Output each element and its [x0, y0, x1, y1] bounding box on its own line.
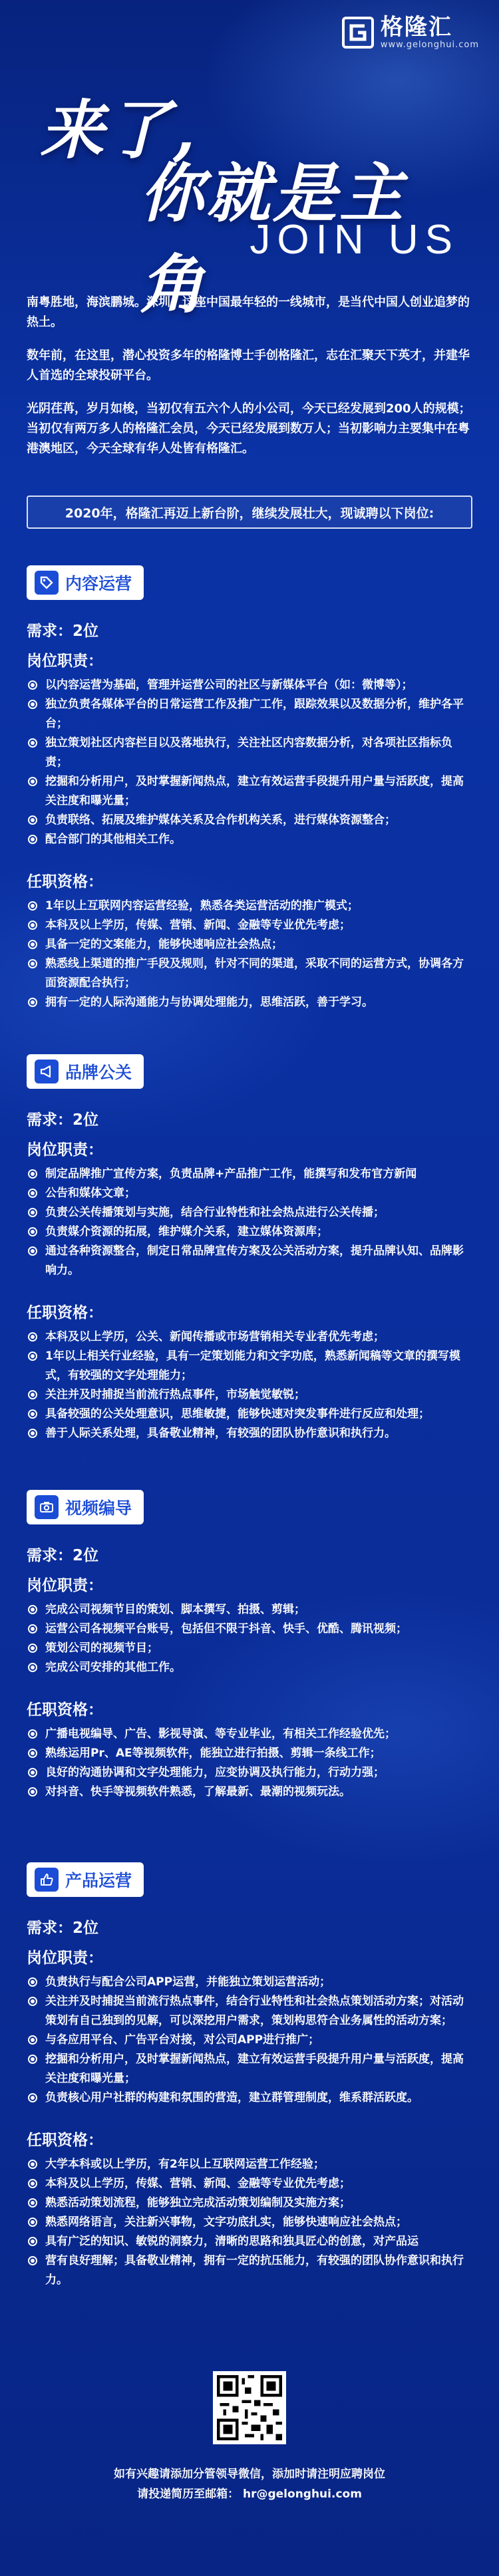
join-us-text: JOIN US	[250, 217, 459, 263]
requirements-heading: 任职资格：	[27, 873, 103, 891]
duties-list	[27, 1973, 472, 2108]
duties-list	[27, 676, 472, 849]
requirements-list	[27, 897, 472, 1012]
list-item: 挖掘和分析用户，及时掌握新闻热点，建立有效运营手段提升用户量与活跃度，提高关注度和曝光量；	[27, 2050, 472, 2088]
duties-heading: 岗位职责：	[27, 652, 103, 670]
list-item: 运营公司各视频平台账号，包括但不限于抖音、快手、优酷、腾讯视频；	[27, 1620, 472, 1639]
headcount: 需求：2位	[27, 1547, 99, 1564]
list-item: 对抖音、快手等视频软件熟悉，了解最新、最潮的视频玩法。	[27, 1783, 472, 1802]
list-item: 1年以上互联网内容运营经验，熟悉各类运营活动的推广模式；	[27, 897, 472, 916]
contact-text	[0, 2464, 499, 2504]
duties-heading: 岗位职责：	[27, 1949, 103, 1967]
list-item: 与各应用平台、广告平台对接，对公司APP进行推广；	[27, 2031, 472, 2050]
list-item: 1年以上相关行业经验，具有一定策划能力和文字功底，熟悉新闻稿等文章的撰写模式，有较强的文字处理能力；	[27, 1347, 472, 1385]
list-item: 通过各种资源整合，制定日常品牌宣传方案及公关活动方案，提升品牌认知、品牌影响力。	[27, 1242, 472, 1280]
list-item: 善于人际关系处理，具备敬业精神，有较强的团队协作意识和执行力。	[27, 1424, 472, 1443]
list-item: 负责公关传播策划与实施，结合行业特性和社会热点进行公关传播；	[27, 1203, 472, 1222]
list-item: 挖掘和分析用户，及时掌握新闻热点，建立有效运营手段提升用户量与活跃度，提高关注度和曝光量；	[27, 772, 472, 811]
list-item: 具备一定的文案能力，能够快速响应社会热点；	[27, 935, 472, 954]
list-item: 本科及以上学历，公关、新闻传播或市场营销相关专业者优先考虑；	[27, 1328, 472, 1347]
intro-paragraph: 南粤胜地，海滨鹏城。深圳，这座中国最年轻的一线城市，是当代中国人创业追梦的热土。	[27, 295, 470, 329]
section-brand-pr	[27, 1054, 472, 1443]
list-item: 关注并及时捕捉当前流行热点事件，市场触觉敏锐；	[27, 1385, 472, 1405]
list-item: 策划公司的视频节目；	[27, 1639, 472, 1658]
requirements-list	[27, 2155, 472, 2290]
requirements-heading: 任职资格：	[27, 2132, 103, 2149]
section-product-operation	[27, 1862, 472, 2290]
list-item: 广播电视编导、广告、影视导演、等专业毕业，有相关工作经验优先；	[27, 1725, 472, 1744]
list-item: 拥有一定的人际沟通能力与协调处理能力，思维活跃，善于学习。	[27, 993, 472, 1012]
list-item: 完成公司视频节目的策划、脚本撰写、拍摄、剪辑；	[27, 1600, 472, 1620]
brand-url: www.gelonghui.com	[380, 40, 479, 50]
megaphone-icon	[35, 1060, 59, 1083]
duties-heading: 岗位职责：	[27, 1141, 103, 1159]
list-item: 公告和媒体文章；	[27, 1184, 472, 1203]
requirements-list	[27, 1328, 472, 1443]
duties-list	[27, 1165, 472, 1280]
list-item: 熟悉线上渠道的推广手段及规则，针对不同的渠道，采取不同的运营方式，协调各方面资源配合执行；	[27, 954, 472, 993]
list-item: 营有良好理解；具备敬业精神，拥有一定的抗压能力，有较强的团队协作意识和执行力。	[27, 2251, 472, 2290]
list-item: 负责执行与配合公司APP运营，并能独立策划运营活动；	[27, 1973, 472, 1992]
section-content-operation	[27, 565, 472, 1012]
hero-line-1: 来了,	[40, 92, 198, 168]
list-item: 具备较强的公关处理意识，思维敏捷，能够快速对突发事件进行反应和处理；	[27, 1405, 472, 1424]
list-item: 负责联络、拓展及维护媒体关系及合作机构关系，进行媒体资源整合；	[27, 811, 472, 830]
wechat-note: 如有兴趣请添加分管领导微信，添加时请注明应聘岗位	[114, 2468, 385, 2481]
list-item: 良好的沟通协调和文字处理能力，应变协调及执行能力，行动力强；	[27, 1763, 472, 1783]
section-title	[27, 1490, 144, 1524]
section-title-label: 产品运营	[65, 1871, 132, 1890]
duties-list	[27, 1600, 472, 1677]
wechat-qr-code[interactable]	[213, 2371, 286, 2444]
list-item: 具有广泛的知识、敏锐的洞察力，清晰的思路和独具匠心的创意，对产品运	[27, 2232, 472, 2251]
headcount: 需求：2位	[27, 623, 99, 640]
brand-name: 格隆汇	[380, 14, 452, 41]
company-intro	[27, 293, 472, 472]
requirements-heading: 任职资格：	[27, 1304, 103, 1322]
intro-paragraph: 光阴荏苒，岁月如梭，当初仅有五六个人的小公司，今天已经发展到200人的规模；当初仅有两万多人的格隆汇会员，今天已经发展到数万人；当初影响力主要集中在粤港澳地区，今天全球有华人处皆有格隆汇。	[27, 402, 471, 456]
tag-icon	[35, 571, 59, 595]
intro-paragraph: 数年前，在这里，潜心投资多年的格隆博士手创格隆汇，志在汇聚天下英才，并建华人首选的全球投研平台。	[27, 349, 470, 382]
list-item: 熟练运用Pr、AE等视频软件，能独立进行拍摄、剪辑一条线工作；	[27, 1744, 472, 1763]
list-item: 负责核心用户社群的构建和氛围的营造，建立群管理制度，维系群活跃度。	[27, 2088, 472, 2108]
list-item: 制定品牌推广宣传方案，负责品牌+产品推广工作，能撰写和发布官方新闻	[27, 1165, 472, 1184]
duties-heading: 岗位职责：	[27, 1577, 103, 1594]
list-item: 独立负责各媒体平台的日常运营工作及推广工作，跟踪效果以及数据分析，维护各平台；	[27, 695, 472, 734]
list-item: 熟悉网络语言，关注新兴事物，文字功底扎实，能够快速响应社会热点；	[27, 2213, 472, 2232]
hiring-banner: 2020年，格隆汇再迈上新台阶，继续发展壮大，现诚聘以下岗位:	[27, 496, 472, 529]
list-item: 以内容运营为基础，管理并运营公司的社区与新媒体平台（如：微博等）；	[27, 676, 472, 695]
camera-icon	[35, 1495, 59, 1519]
list-item: 负责媒介资源的拓展，维护媒介关系，建立媒体资源库；	[27, 1222, 472, 1242]
list-item: 大学本科或以上学历，有2年以上互联网运营工作经验；	[27, 2155, 472, 2174]
gelonghui-logo-icon	[342, 17, 374, 49]
section-title	[27, 565, 144, 600]
list-item: 本科及以上学历，传媒、营销、新闻、金融等专业优先考虑；	[27, 2174, 472, 2194]
list-item: 独立策划社区内容栏目以及落地执行，关注社区内容数据分析，对各项社区指标负责；	[27, 734, 472, 772]
list-item: 关注并及时捕捉当前流行热点事件，结合行业特性和社会热点策划活动方案；对活动策划有自己独到的见解，可以深挖用户需求，策划构思符合业务属性的活动方案；	[27, 1992, 472, 2031]
section-title	[27, 1054, 144, 1089]
list-item: 配合部门的其他相关工作。	[27, 830, 472, 849]
brand-logo[interactable]	[342, 15, 479, 50]
section-title	[27, 1862, 144, 1897]
list-item: 熟悉活动策划流程，能够独立完成活动策划编制及实施方案；	[27, 2194, 472, 2213]
list-item: 完成公司安排的其他工作。	[27, 1658, 472, 1677]
contact-footer	[0, 2371, 499, 2504]
requirements-list	[27, 1725, 472, 1802]
section-title-label: 品牌公关	[65, 1063, 132, 1082]
list-item: 本科及以上学历，传媒、营销、新闻、金融等专业优先考虑；	[27, 916, 472, 935]
thumbs-up-icon	[35, 1868, 59, 1892]
email-note[interactable]: 请投递简历至邮箱： hr@gelonghui.com	[137, 2488, 362, 2501]
section-video-director	[27, 1490, 472, 1802]
hero-line-2: 你就是主角	[140, 156, 406, 322]
requirements-heading: 任职资格：	[27, 1701, 103, 1719]
section-title-label: 内容运营	[65, 574, 132, 593]
headcount: 需求：2位	[27, 1111, 99, 1129]
section-title-label: 视频编导	[65, 1499, 132, 1518]
headcount: 需求：2位	[27, 1920, 99, 1937]
